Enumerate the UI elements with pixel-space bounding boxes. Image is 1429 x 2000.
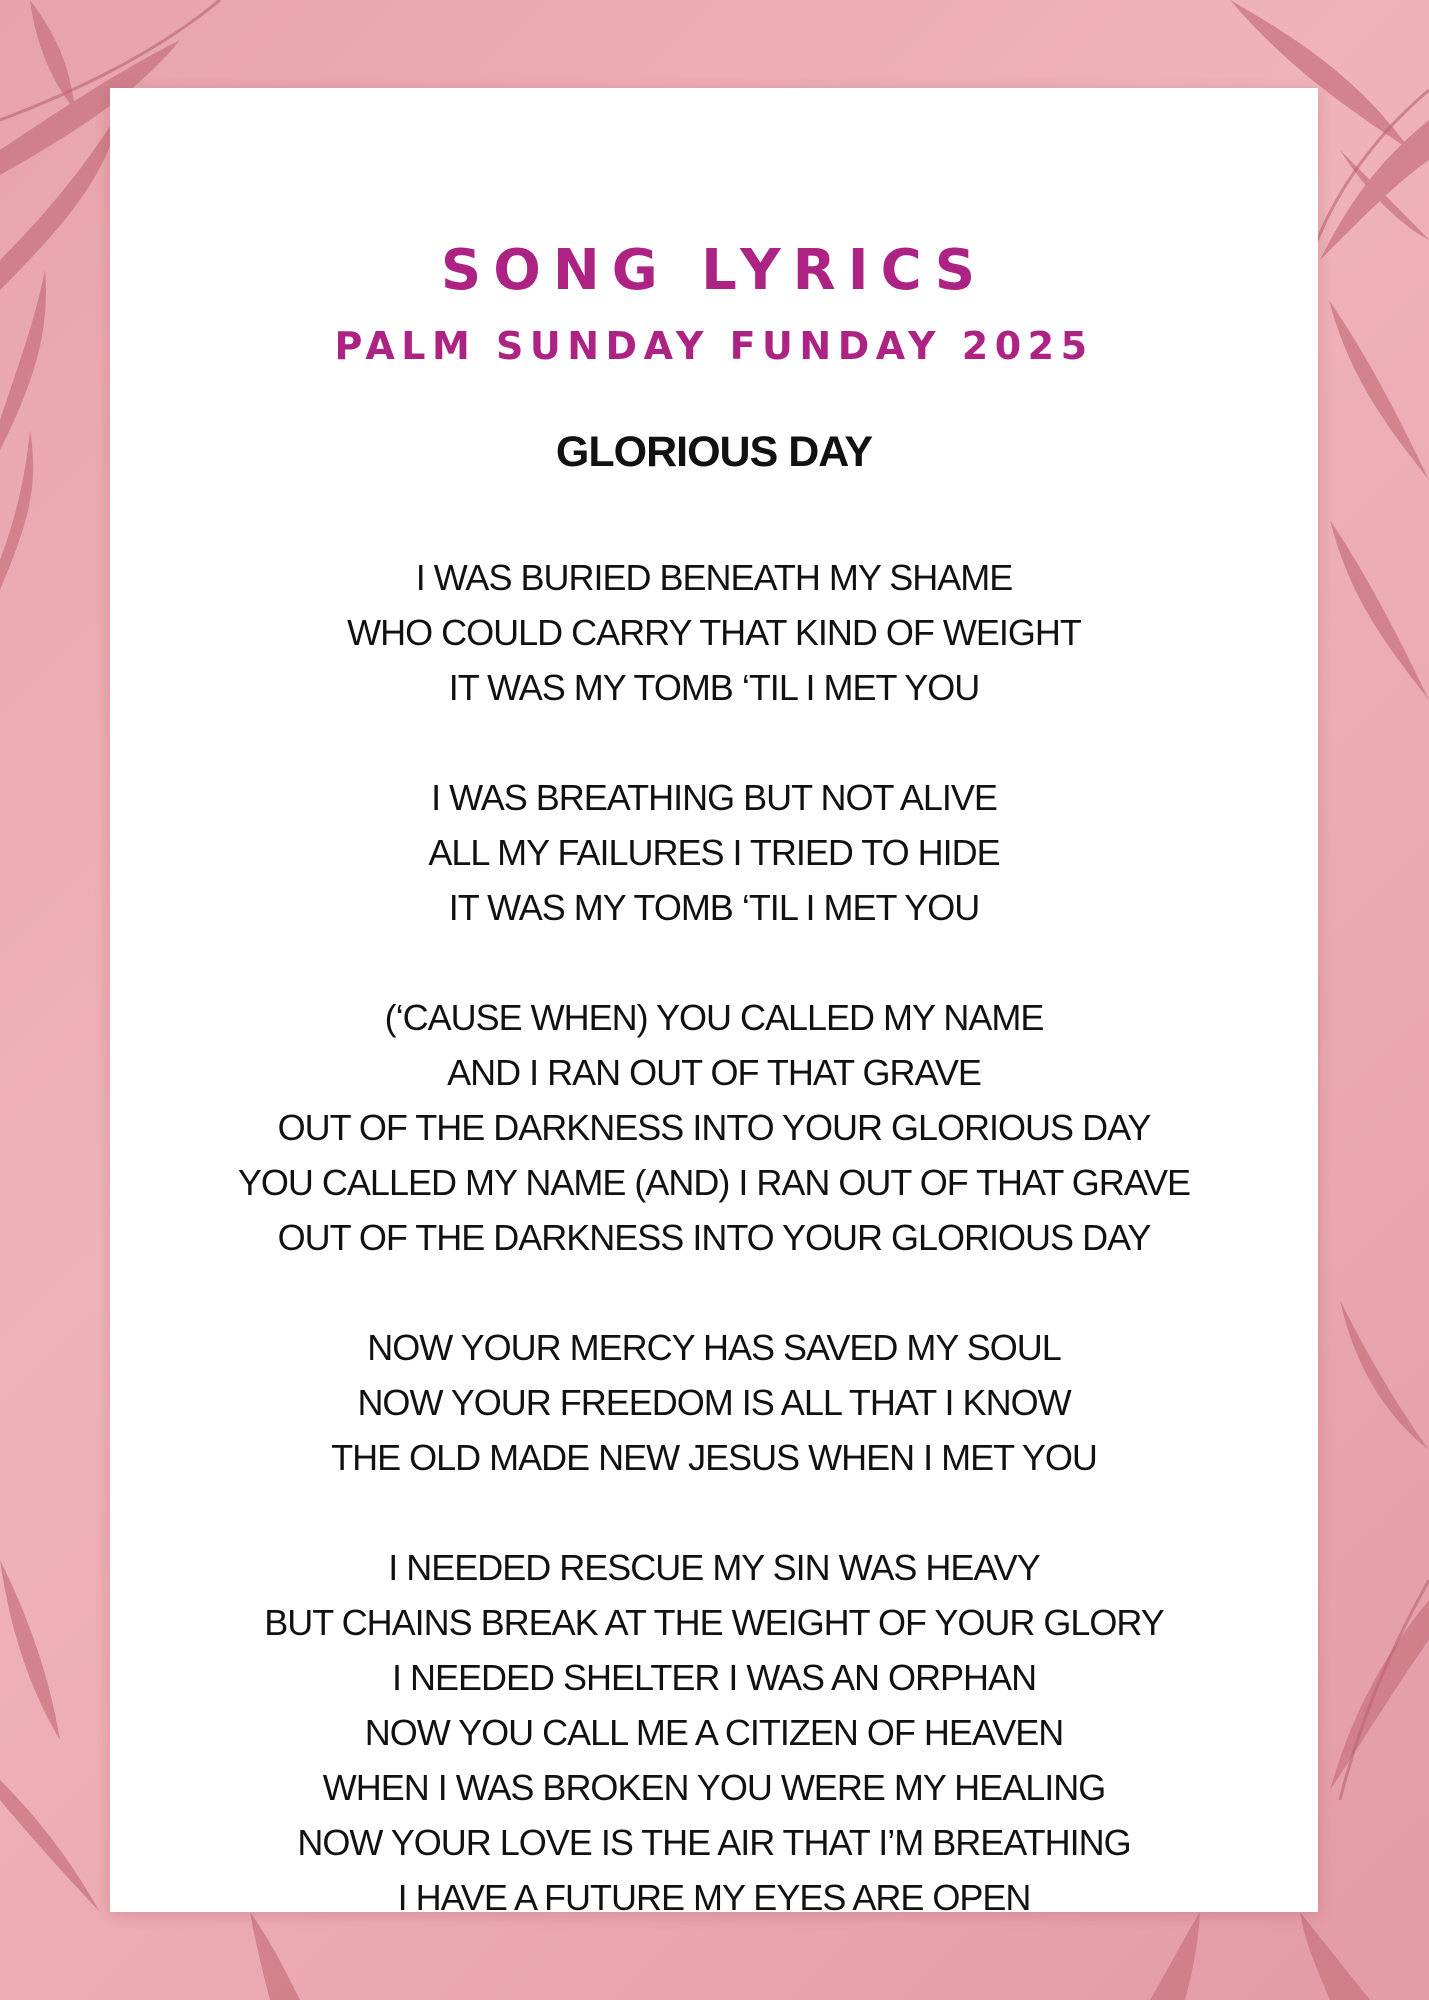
lyric-line: NOW YOU CALL ME A CITIZEN OF HEAVEN [364,1712,1064,1753]
lyric-line: WHO COULD CARRY THAT KIND OF WEIGHT [347,612,1081,653]
lyric-line: NOW YOUR FREEDOM IS ALL THAT I KNOW [357,1382,1071,1423]
lyric-line: IT WAS MY TOMB ‘TIL I MET YOU [448,887,980,928]
verse-2 [110,770,1318,935]
lyric-line: I HAVE A FUTURE MY EYES ARE OPEN [397,1877,1031,1918]
lyric-line: NOW YOUR LOVE IS THE AIR THAT I’M BREATHING [297,1822,1131,1863]
lyric-line: THE OLD MADE NEW JESUS WHEN I MET YOU [331,1437,1097,1478]
lyric-line: YOU CALLED MY NAME (AND) I RAN OUT OF THAT GRAVE [237,1162,1191,1203]
lyric-line: BUT CHAINS BREAK AT THE WEIGHT OF YOUR GLORY [264,1602,1164,1643]
event-subtitle: PALM SUNDAY FUNDAY 2025 [334,324,1094,368]
lyrics-body [110,550,1318,1980]
lyric-line: ALL MY FAILURES I TRIED TO HIDE [428,832,1000,873]
lyric-line: NOW YOUR MERCY HAS SAVED MY SOUL [367,1327,1061,1368]
lyrics-card [110,88,1318,1918]
verse-3 [110,1320,1318,1485]
song-title: GLORIOUS DAY [555,428,873,476]
lyric-line: I WAS BURIED BENEATH MY SHAME [415,557,1013,598]
lyric-line: WHEN I WAS BROKEN YOU WERE MY HEALING [322,1767,1106,1808]
lyric-line: I NEEDED SHELTER I WAS AN ORPHAN [391,1657,1037,1698]
lyric-line: AND I RAN OUT OF THAT GRAVE [447,1052,981,1093]
chorus [110,990,1318,1265]
bridge [110,1540,1318,1925]
lyric-line: IT WAS MY TOMB ‘TIL I MET YOU [448,667,980,708]
lyric-line: OUT OF THE DARKNESS INTO YOUR GLORIOUS DAY [277,1217,1151,1258]
lyric-line: I WAS BREATHING BUT NOT ALIVE [431,777,997,818]
lyric-line: OUT OF THE DARKNESS INTO YOUR GLORIOUS DAY [277,1107,1151,1148]
lyric-line: (‘CAUSE WHEN) YOU CALLED MY NAME [384,997,1044,1038]
lyric-line: I NEEDED RESCUE MY SIN WAS HEAVY [388,1547,1040,1588]
verse-1 [110,550,1318,715]
page-title: SONG LYRICS [440,238,988,303]
